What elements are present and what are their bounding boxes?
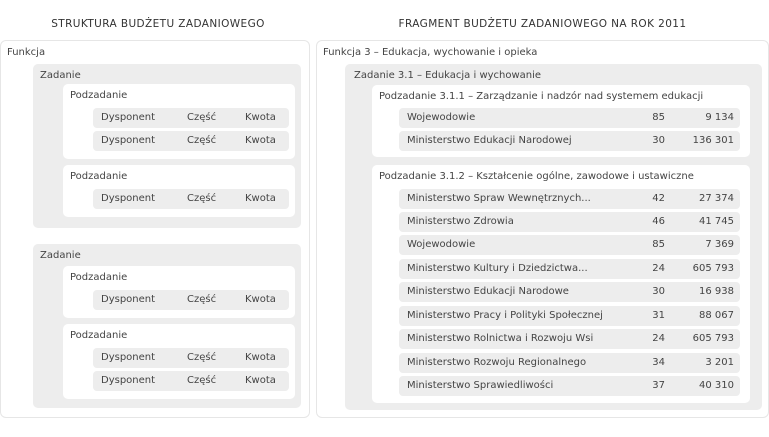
podzadanie-box <box>63 324 295 399</box>
right-heading: FRAGMENT BUDŻETU ZADANIOWEGO NA ROK 2011 <box>398 18 687 30</box>
podzadanie-box <box>63 266 295 318</box>
czesc-value: 85 <box>652 239 665 250</box>
kwota-value: 16 938 <box>699 286 734 297</box>
dysponent-label: Dysponent <box>101 135 156 146</box>
kwota-value: 605 793 <box>692 333 734 344</box>
kwota-value: 136 301 <box>692 135 734 146</box>
kwota-label: Kwota <box>245 112 276 123</box>
table-row <box>399 131 740 151</box>
zadanie-label: Zadanie <box>40 70 81 81</box>
podzadanie-box <box>63 165 295 217</box>
kwota-label: Kwota <box>245 135 276 146</box>
podzadanie-box <box>63 84 295 159</box>
dysponent-name: Ministerstwo Pracy i Polityki Społecznej <box>407 310 603 321</box>
podzadanie-label: Podzadanie <box>70 171 128 182</box>
podzadanie-label: Podzadanie <box>70 330 128 341</box>
table-row <box>399 282 740 302</box>
podzadanie-label: Podzadanie 3.1.2 – Kształcenie ogólne, zawodowe i ustawiczne <box>379 171 694 182</box>
funkcja-label: Funkcja 3 – Edukacja, wychowanie i opieka <box>323 47 538 58</box>
kwota-value: 605 793 <box>692 263 734 274</box>
czesc-value: 46 <box>652 216 665 227</box>
dysponent-name: Wojewodowie <box>407 239 476 250</box>
czesc-value: 85 <box>652 112 665 123</box>
left-funkcja-panel <box>0 40 310 418</box>
dysponent-label: Dysponent <box>101 375 156 386</box>
podzadanie-box <box>372 85 750 157</box>
kwota-value: 3 201 <box>705 357 734 368</box>
czesc-value: 24 <box>652 333 665 344</box>
kwota-label: Kwota <box>245 193 276 204</box>
dysponent-label: Dysponent <box>101 352 156 363</box>
dysponent-label: Dysponent <box>101 294 156 305</box>
table-row <box>399 353 740 373</box>
podzadanie-box <box>372 165 750 403</box>
zadanie-label: Zadanie 3.1 – Edukacja i wychowanie <box>354 70 542 81</box>
kwota-value: 7 369 <box>705 239 734 250</box>
podzadanie-label: Podzadanie <box>70 272 128 283</box>
dysponent-label: Dysponent <box>101 193 156 204</box>
dysponent-name: Wojewodowie <box>407 112 476 123</box>
dysponent-row <box>93 348 289 368</box>
czesc-label: Część <box>187 193 217 204</box>
czesc-label: Część <box>187 135 217 146</box>
czesc-label: Część <box>187 352 217 363</box>
dysponent-name: Ministerstwo Edukacji Narodowe <box>407 286 569 297</box>
kwota-value: 27 374 <box>699 193 734 204</box>
dysponent-name: Ministerstwo Sprawiedliwości <box>407 380 554 391</box>
czesc-value: 30 <box>652 286 665 297</box>
czesc-value: 34 <box>652 357 665 368</box>
dysponent-row <box>93 189 289 209</box>
kwota-label: Kwota <box>245 294 276 305</box>
table-row <box>399 212 740 232</box>
kwota-label: Kwota <box>245 352 276 363</box>
czesc-value: 31 <box>652 310 665 321</box>
left-heading: STRUKTURA BUDŻETU ZADANIOWEGO <box>51 18 265 30</box>
dysponent-name: Ministerstwo Spraw Wewnętrznych... <box>407 193 591 204</box>
czesc-label: Część <box>187 375 217 386</box>
table-row <box>399 235 740 255</box>
dysponent-name: Ministerstwo Rozwoju Regionalnego <box>407 357 587 368</box>
kwota-label: Kwota <box>245 375 276 386</box>
czesc-label: Część <box>187 294 217 305</box>
dysponent-name: Ministerstwo Zdrowia <box>407 216 514 227</box>
dysponent-name: Ministerstwo Kultury i Dziedzictwa... <box>407 263 588 274</box>
czesc-value: 30 <box>652 135 665 146</box>
zadanie-box <box>33 244 301 408</box>
czesc-label: Część <box>187 112 217 123</box>
zadanie-label: Zadanie <box>40 250 81 261</box>
table-row <box>399 376 740 396</box>
dysponent-label: Dysponent <box>101 112 156 123</box>
table-row <box>399 108 740 128</box>
funkcja-label: Funkcja <box>7 47 46 58</box>
czesc-value: 24 <box>652 263 665 274</box>
dysponent-row <box>93 371 289 391</box>
table-row <box>399 259 740 279</box>
podzadanie-label: Podzadanie <box>70 90 128 101</box>
zadanie-box <box>33 64 301 228</box>
zadanie-box <box>345 64 762 410</box>
czesc-value: 37 <box>652 380 665 391</box>
table-row <box>399 306 740 326</box>
table-row <box>399 329 740 349</box>
czesc-value: 42 <box>652 193 665 204</box>
dysponent-row <box>93 108 289 128</box>
dysponent-row <box>93 131 289 151</box>
kwota-value: 40 310 <box>699 380 734 391</box>
dysponent-row <box>93 290 289 310</box>
dysponent-name: Ministerstwo Edukacji Narodowej <box>407 135 572 146</box>
podzadanie-label: Podzadanie 3.1.1 – Zarządzanie i nadzór nad systemem edukacji <box>379 91 704 102</box>
right-funkcja-panel <box>316 40 769 418</box>
kwota-value: 9 134 <box>705 112 734 123</box>
table-row <box>399 189 740 209</box>
kwota-value: 41 745 <box>699 216 734 227</box>
kwota-value: 88 067 <box>699 310 734 321</box>
dysponent-name: Ministerstwo Rolnictwa i Rozwoju Wsi <box>407 333 594 344</box>
